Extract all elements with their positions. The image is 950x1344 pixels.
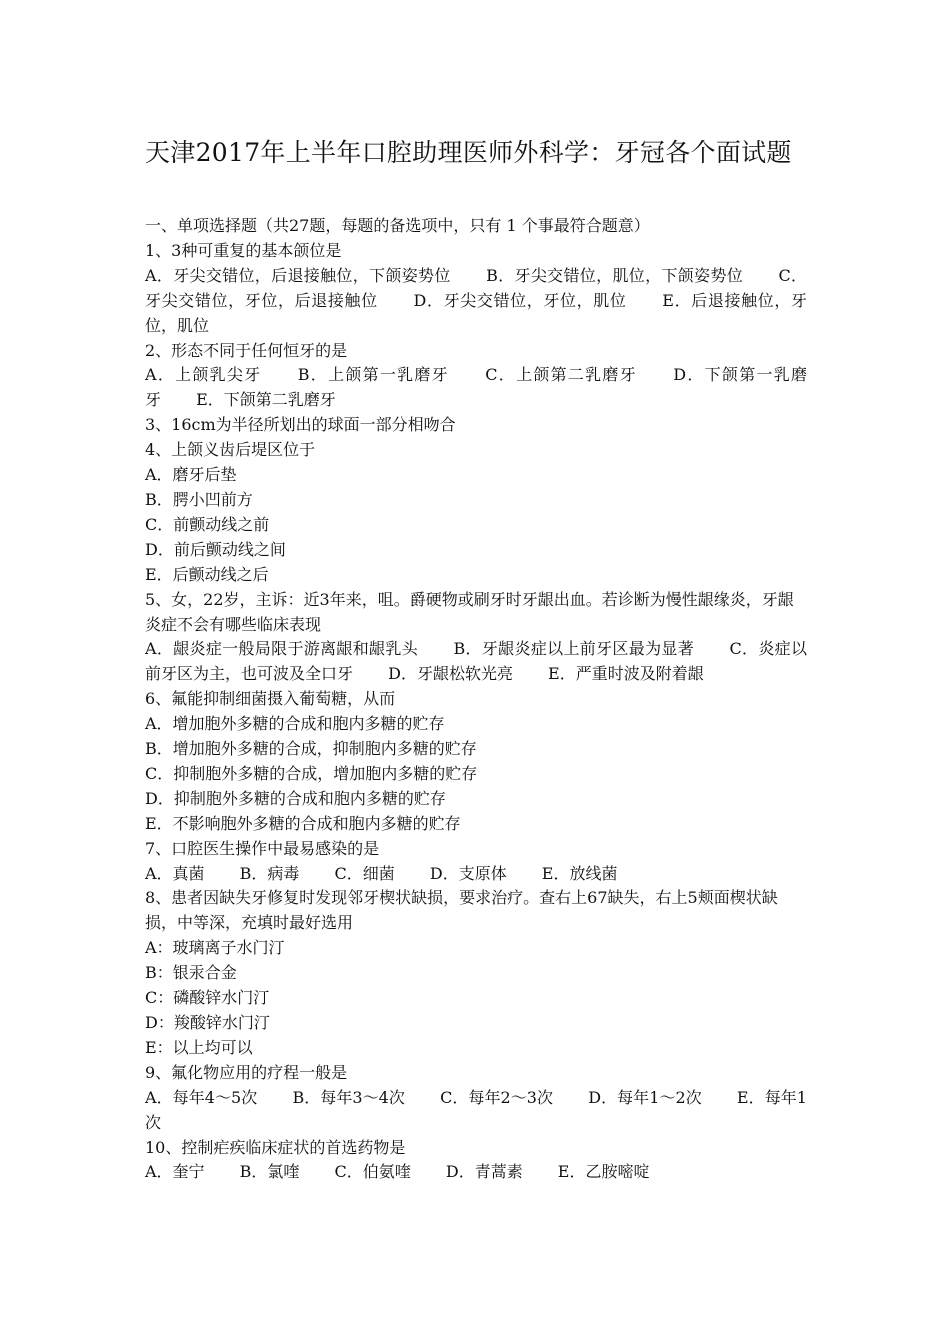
- question-item: [145, 413, 807, 438]
- answer-option: D．每年1～2次: [588, 1087, 702, 1107]
- answer-option: E．下颌第二乳磨牙: [196, 390, 336, 410]
- answer-option: D：羧酸锌水门汀: [145, 1013, 270, 1032]
- answer-option: E．乙胺嘧啶: [557, 1162, 650, 1182]
- answer-options: [145, 1160, 807, 1185]
- answer-option: A．真菌: [145, 863, 205, 883]
- question-text: 8、患者因缺失牙修复时发现邻牙楔状缺损，要求治疗。查右上67缺失，右上5颊面楔状缺损，中等深，充填时最好选用: [145, 888, 778, 933]
- answer-options: [145, 363, 807, 413]
- answer-option: E．后颤动线之后: [145, 564, 269, 584]
- answer-option: D．抑制胞外多糖的合成和胞内多糖的贮存: [145, 788, 446, 808]
- question-item: [145, 339, 807, 414]
- answer-option: A．牙尖交错位，后退接触位，下颌姿势位: [145, 265, 451, 285]
- question-item: [145, 438, 807, 587]
- answer-option: B．病毒: [239, 863, 300, 883]
- answer-option: C．细菌: [334, 863, 395, 883]
- answer-option: A．龈炎症一般局限于游离龈和龈乳头: [145, 639, 419, 659]
- answer-option: B．增加胞外多糖的合成，抑制胞内多糖的贮存: [145, 739, 477, 759]
- answer-option: D．牙尖交错位，牙位，肌位: [413, 290, 627, 310]
- answer-option: A．增加胞外多糖的合成和胞内多糖的贮存: [145, 714, 445, 734]
- question-item: [145, 1136, 807, 1186]
- document-title: 天津2017年上半年口腔助理医师外科学：牙冠各个面试题: [145, 138, 792, 167]
- answer-option: A．奎宁: [145, 1162, 205, 1182]
- answer-option: A．磨牙后垫: [145, 465, 237, 485]
- question-item: [145, 886, 807, 1060]
- answer-option: C．抑制胞外多糖的合成，增加胞内多糖的贮存: [145, 763, 478, 783]
- answer-option: D．牙龈松软光亮: [388, 664, 513, 684]
- question-text: 2、形态不同于任何恒牙的是: [145, 340, 348, 360]
- answer-options: [145, 264, 807, 339]
- answer-option: A．上颌乳尖牙: [145, 365, 262, 385]
- answer-option: C．牙尖交错位，牙位，后退接触位: [145, 265, 808, 310]
- answer-option: C．上颌第二乳磨牙: [485, 365, 637, 385]
- answer-option: D．前后颤动线之间: [145, 539, 286, 559]
- question-text: 6、氟能抑制细菌摄入葡萄糖，从而: [145, 689, 396, 709]
- question-text: 5、女，22岁，主诉：近3年来，咀。爵硬物或刷牙时牙龈出血。若诊断为慢性龈缘炎，牙龈炎症不会有哪些临床表现: [145, 589, 794, 634]
- answer-option: B．每年3～4次: [292, 1087, 405, 1107]
- answer-options: [145, 1086, 807, 1136]
- question-item: [145, 239, 807, 339]
- question-item: [145, 588, 807, 688]
- question-text: 4、上颌义齿后堤区位于: [145, 440, 316, 460]
- answer-option: E．后退接触位，牙位，肌位: [145, 290, 807, 335]
- answer-option: C．每年2～3次: [440, 1087, 554, 1107]
- answer-option: B．牙尖交错位，肌位，下颌姿势位: [486, 265, 744, 285]
- question-text: 1、3种可重复的基本颌位是: [145, 240, 342, 260]
- question-list: [145, 239, 807, 1185]
- section-heading: 一、单项选择题（共27题，每题的备选项中，只有 1 个事最符合题意）: [145, 216, 650, 235]
- answer-option: B：银汞合金: [145, 963, 237, 983]
- answer-option: D．支原体: [429, 863, 507, 883]
- answer-option: E．每年1次: [145, 1087, 807, 1132]
- answer-option: C．伯氨喹: [334, 1162, 411, 1182]
- answer-option: C．前颤动线之前: [145, 514, 270, 534]
- answer-option: D．青蒿素: [445, 1162, 523, 1182]
- answer-option: A：玻璃离子水门汀: [145, 938, 285, 958]
- question-text: 3、16cm为半径所划出的球面一部分相吻合: [145, 415, 456, 435]
- answer-option: E．严重时波及附着龈: [548, 664, 704, 684]
- answer-option: B．牙龈炎症以上前牙区最为显著: [453, 639, 695, 659]
- question-item: [145, 1061, 807, 1136]
- answer-option: C：磷酸锌水门汀: [145, 988, 270, 1008]
- answer-option: E．不影响胞外多糖的合成和胞内多糖的贮存: [145, 813, 461, 833]
- answer-option: C．炎症以前牙区为主，也可波及全口牙: [145, 639, 807, 684]
- document-page: [145, 134, 807, 1185]
- answer-options: [145, 862, 807, 887]
- question-text: 7、口腔医生操作中最易感染的是: [145, 838, 380, 858]
- answer-option: B．腭小凹前方: [145, 489, 253, 509]
- answer-option: E：以上均可以: [145, 1037, 253, 1057]
- answer-option: B．上颌第一乳磨牙: [297, 365, 449, 385]
- answer-option: D．下颌第一乳磨牙: [145, 365, 807, 410]
- answer-options: [145, 637, 807, 687]
- answer-option: A．每年4～5次: [145, 1087, 258, 1107]
- question-item: [145, 687, 807, 836]
- question-text: 9、氟化物应用的疗程一般是: [145, 1062, 348, 1082]
- question-item: [145, 837, 807, 887]
- question-text: 10、控制疟疾临床症状的首选药物是: [145, 1137, 406, 1157]
- answer-option: B．氯喹: [239, 1162, 300, 1182]
- answer-option: E．放线菌: [541, 863, 618, 883]
